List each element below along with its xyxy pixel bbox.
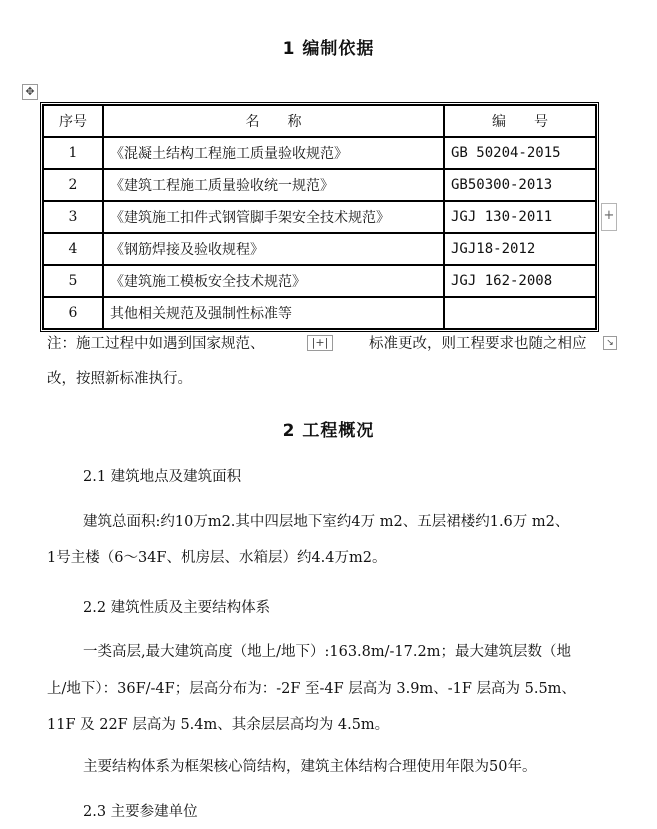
row-name: 《钢筋焊接及验收规程》 — [103, 233, 444, 265]
note-line-1b: 标准更改，则工程要求也随之相应 — [369, 336, 587, 352]
header-name: 名 称 — [103, 105, 444, 137]
row-index: 4 — [43, 233, 103, 265]
row-index: 2 — [43, 169, 103, 201]
note-line-1a: 注：施工过程中如遇到国家规范、 — [47, 336, 265, 352]
paragraph-area-line-1: 建筑总面积:约10万m2.其中四层地下室约4万 m2、五层裙楼约1.6万 m2、 — [83, 514, 570, 530]
row-name: 《建筑施工扣件式钢管脚手架安全技术规范》 — [103, 201, 444, 233]
table-resize-icon[interactable]: ↘ — [603, 336, 617, 350]
note-line-2: 改，按照新标准执行。 — [47, 371, 192, 387]
row-code: GB 50204-2015 — [444, 137, 596, 169]
table-header-row — [43, 105, 596, 137]
row-code: JGJ 162-2008 — [444, 265, 596, 297]
header-code: 编 号 — [444, 105, 596, 137]
header-index: 序号 — [43, 105, 103, 137]
section-2-3-heading: 2.3 主要参建单位 — [83, 804, 198, 820]
paragraph-structure-line-2: 上/地下）：36F/-4F；层高分布为：-2F 至-4F 层高为 3.9m、-1F 层高为 5.5m、 — [47, 681, 576, 697]
row-name: 《混凝土结构工程施工质量验收规范》 — [103, 137, 444, 169]
row-name: 《建筑施工模板安全技术规范》 — [103, 265, 444, 297]
table-row — [43, 265, 596, 297]
add-column-icon[interactable]: + — [601, 203, 617, 231]
table-row — [43, 201, 596, 233]
row-code — [444, 297, 596, 329]
row-name: 《建筑工程施工质量验收统一规范》 — [103, 169, 444, 201]
section-1-heading: 1 编制依据 — [282, 39, 375, 59]
table-row — [43, 137, 596, 169]
row-index: 1 — [43, 137, 103, 169]
row-index: 6 — [43, 297, 103, 329]
insert-row-icon[interactable]: |+| — [307, 335, 333, 351]
row-code: GB50300-2013 — [444, 169, 596, 201]
table-row — [43, 297, 596, 329]
paragraph-structure-line-1: 一类高层,最大建筑高度（地上/地下）:163.8m/-17.2m；最大建筑层数（地 — [83, 644, 571, 660]
standards-table — [40, 102, 599, 332]
section-2-2-heading: 2.2 建筑性质及主要结构体系 — [83, 600, 271, 616]
row-code: JGJ 130-2011 — [444, 201, 596, 233]
paragraph-structure-line-3: 11F 及 22F 层高为 5.4m、其余层层高均为 4.5m。 — [47, 717, 390, 733]
row-index: 5 — [43, 265, 103, 297]
row-index: 3 — [43, 201, 103, 233]
table-row — [43, 233, 596, 265]
section-2-1-heading: 2.1 建筑地点及建筑面积 — [83, 469, 242, 485]
table-move-icon[interactable]: ✥ — [22, 84, 38, 100]
paragraph-area-line-2: 1号主楼（6～34F、机房层、水箱层）约4.4万m2。 — [47, 550, 387, 566]
table-row — [43, 169, 596, 201]
row-code: JGJ18-2012 — [444, 233, 596, 265]
paragraph-structure-line-4: 主要结构体系为框架核心筒结构，建筑主体结构合理使用年限为50年。 — [83, 759, 537, 775]
row-name: 其他相关规范及强制性标准等 — [103, 297, 444, 329]
section-2-heading: 2 工程概况 — [282, 421, 375, 441]
